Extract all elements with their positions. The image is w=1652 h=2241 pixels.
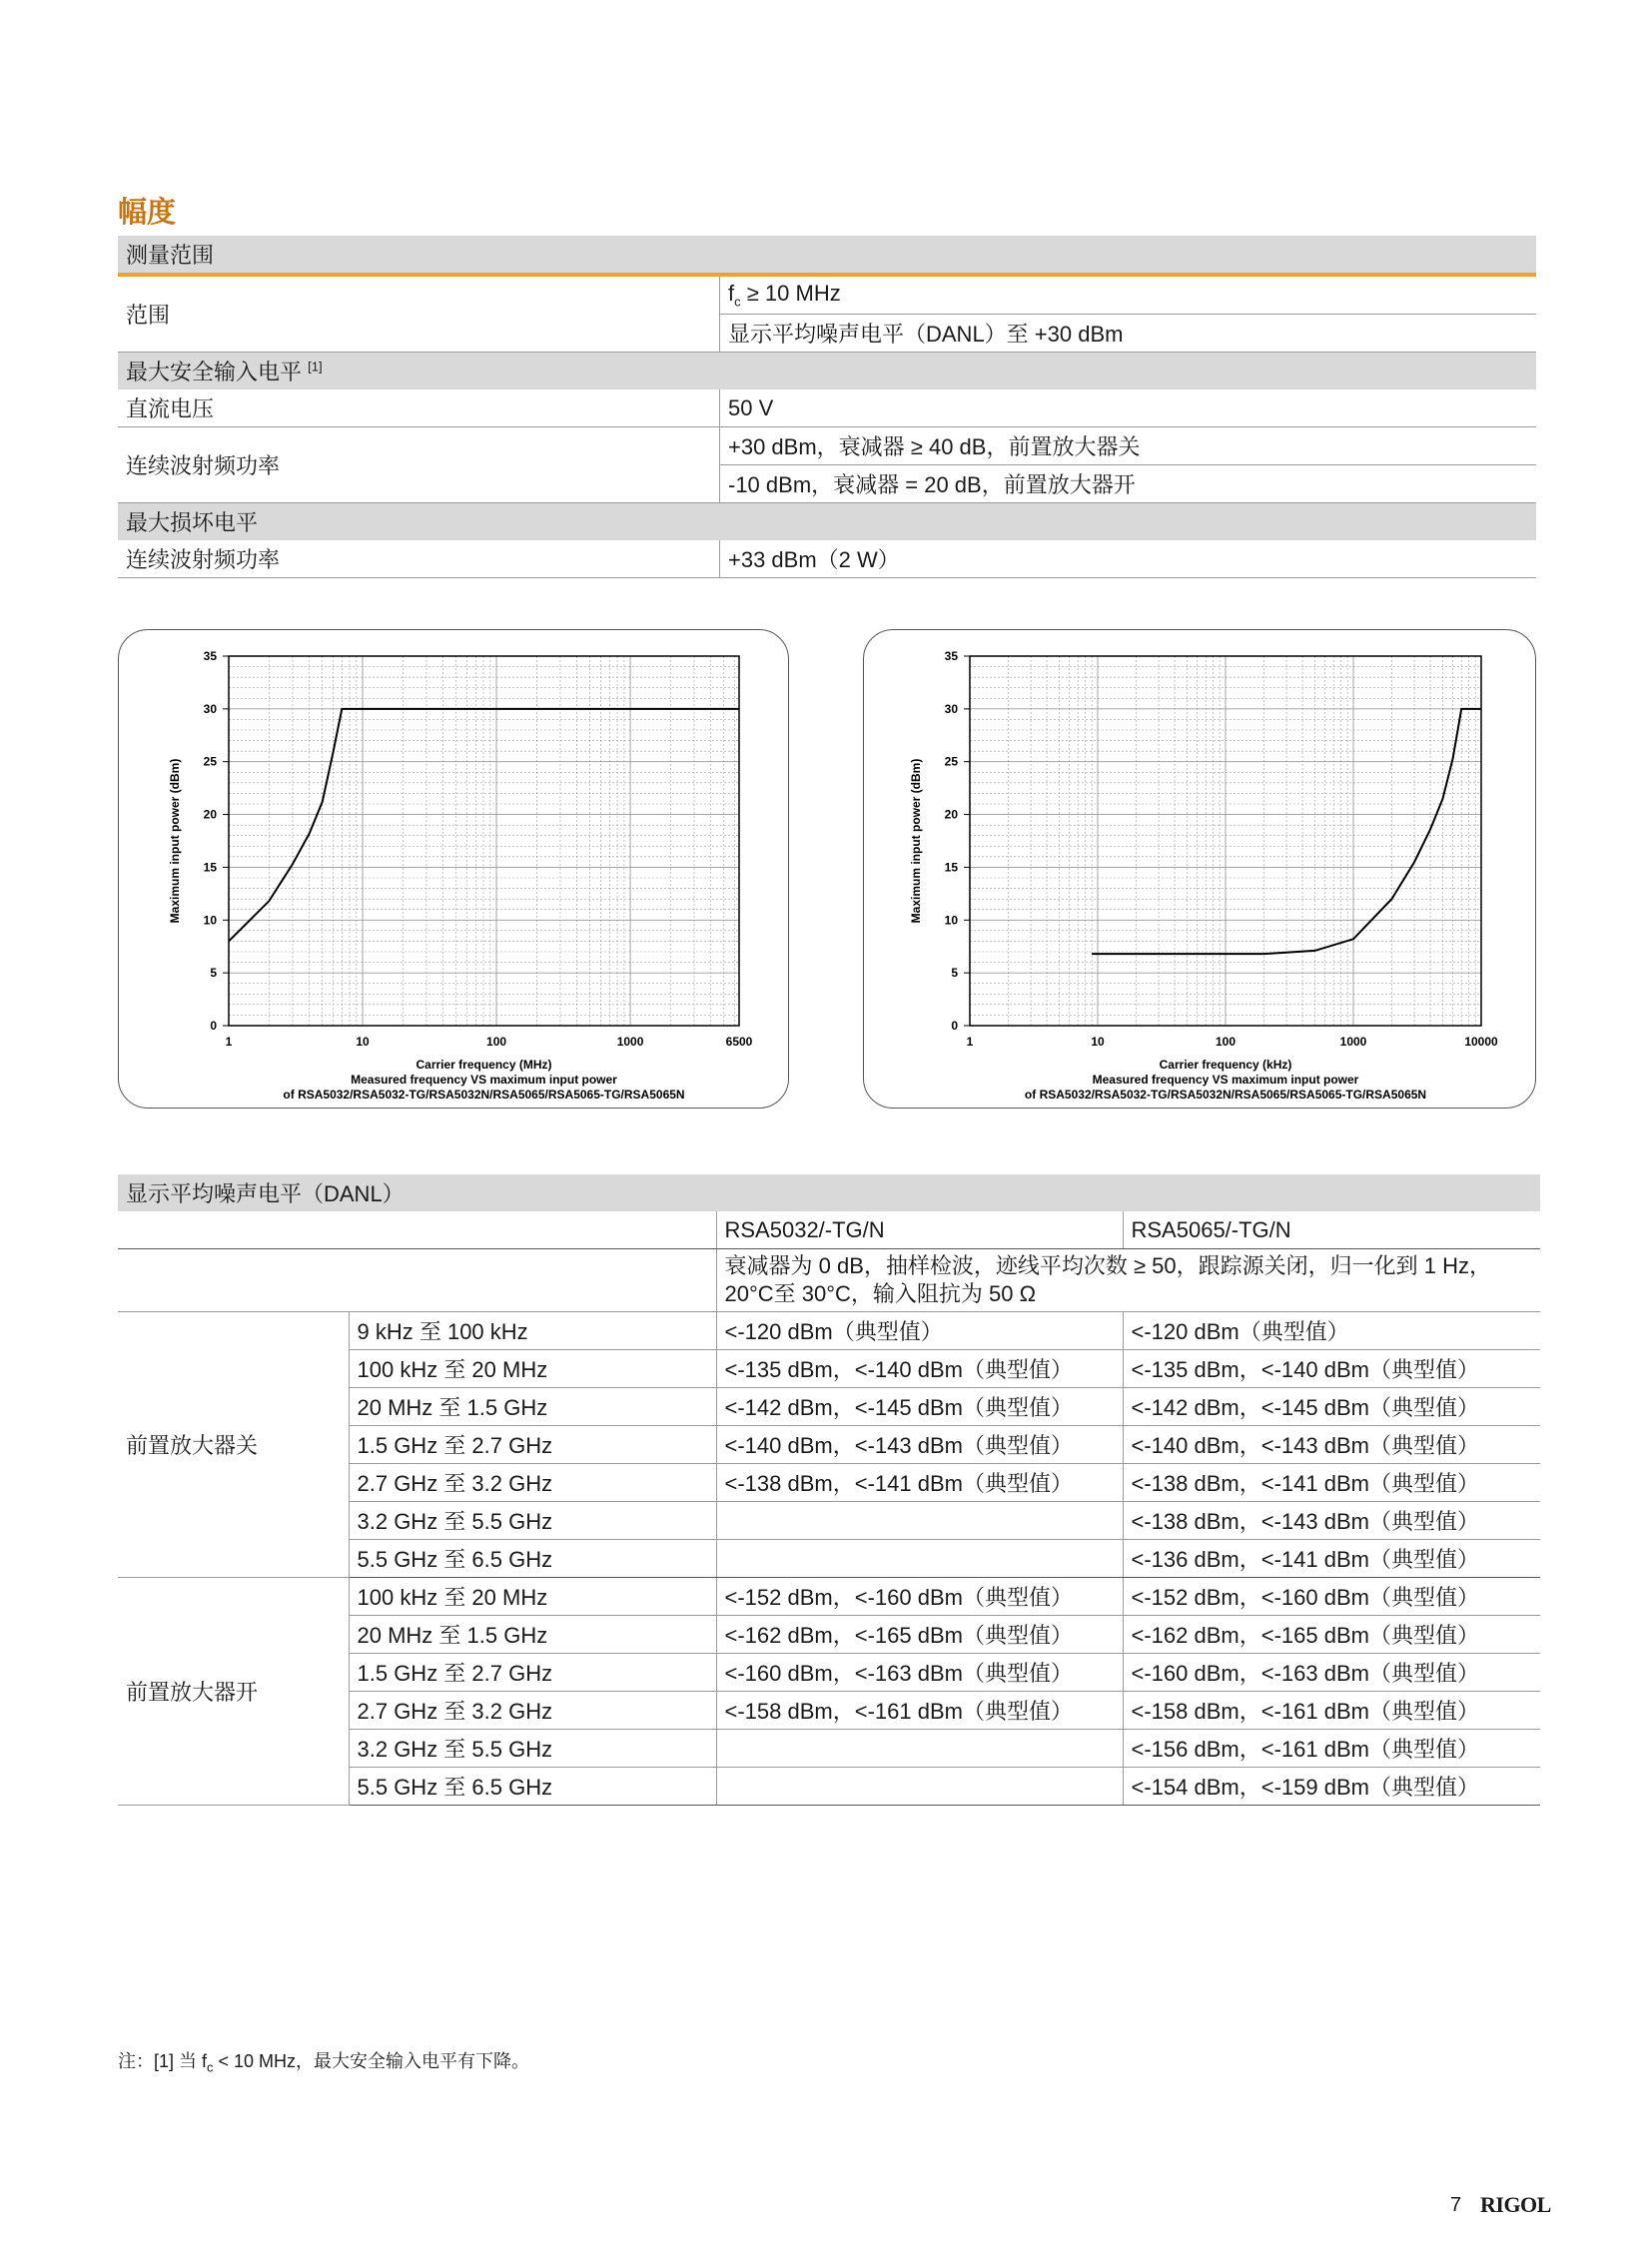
y-axis-label: Maximum input power (dBm) (168, 758, 182, 924)
danl-table (118, 1174, 1540, 1806)
rsa5032-value-cell: <-142 dBm，<-145 dBm（典型值） (716, 1388, 1123, 1426)
footnote: 注：[1] 当 $f_c < 10$ MHz，最大安全输入电平有下降。 (118, 2051, 530, 2075)
damage-cw-value: +33 dBm（2 W） (720, 540, 1537, 578)
freq-range-cell: 5.5 GHz 至 6.5 GHz (349, 1540, 716, 1578)
col-model-2: RSA5065/-TG/N (1123, 1211, 1540, 1249)
preamp-off-label: 前置放大器关 (118, 1312, 349, 1578)
x-tick-label: 10000 (1464, 1035, 1498, 1049)
danl-header: 显示平均噪声电平（DANL） (118, 1174, 1540, 1211)
freq-range-cell: 3.2 GHz 至 5.5 GHz (349, 1730, 716, 1768)
x-tick-label: 100 (1215, 1035, 1237, 1049)
range-value-2: 显示平均噪声电平（DANL）至 +30 dBm (720, 315, 1537, 353)
x-tick-label: 10 (356, 1035, 370, 1049)
max-safe-header: 最大安全输入电平 [1] (118, 353, 720, 390)
rsa5065-value-cell: <-138 dBm，<-143 dBm（典型值） (1123, 1502, 1540, 1540)
y-tick-label: 10 (944, 913, 958, 928)
y-tick-label: 15 (203, 860, 217, 875)
cw-rf-value-1: +30 dBm，衰减器 ≥ 40 dB，前置放大器关 (720, 427, 1537, 465)
rsa5065-value-cell: <-142 dBm，<-145 dBm（典型值） (1123, 1388, 1540, 1426)
rsa5032-value-cell (716, 1540, 1123, 1578)
rsa5032-value-cell: <-158 dBm，<-161 dBm（典型值） (716, 1692, 1123, 1730)
rsa5032-value-cell: <-135 dBm，<-140 dBm（典型值） (716, 1350, 1123, 1388)
chart-khz-svg (864, 630, 1535, 1108)
y-tick-label: 15 (944, 860, 958, 875)
freq-range-cell: 2.7 GHz 至 3.2 GHz (349, 1692, 716, 1730)
max-damage-header: 最大损坏电平 (118, 503, 720, 541)
cw-rf-value-2: -10 dBm，衰减器 = 20 dB，前置放大器开 (720, 465, 1537, 503)
x-axis-label: Carrier frequency (MHz) (415, 1058, 552, 1072)
dc-voltage-value: 50 V (720, 389, 1537, 427)
chart-khz (863, 629, 1536, 1109)
rsa5065-value-cell: <-135 dBm，<-140 dBm（典型值） (1123, 1350, 1540, 1388)
y-tick-label: 30 (944, 701, 958, 716)
y-tick-label: 35 (944, 649, 958, 663)
x-tick-label: 10 (1091, 1035, 1105, 1049)
freq-range-cell: 9 kHz 至 100 kHz (349, 1312, 716, 1350)
rsa5065-value-cell: <-120 dBm（典型值） (1123, 1312, 1540, 1350)
rsa5032-value-cell: <-140 dBm，<-143 dBm（典型值） (716, 1426, 1123, 1464)
rsa5065-value-cell: <-160 dBm，<-163 dBm（典型值） (1123, 1654, 1540, 1692)
freq-range-cell: 20 MHz 至 1.5 GHz (349, 1388, 716, 1426)
rsa5032-value-cell: <-160 dBm，<-163 dBm（典型值） (716, 1654, 1123, 1692)
danl-conditions (716, 1249, 1540, 1312)
freq-range-cell: 100 kHz 至 20 MHz (349, 1350, 716, 1388)
condition-line-2: 20°C至 30°C，输入阻抗为 50 Ω (724, 1281, 1037, 1306)
rsa5065-value-cell: <-136 dBm，<-141 dBm（典型值） (1123, 1540, 1540, 1578)
rsa5032-value-cell (716, 1730, 1123, 1768)
y-tick-label: 20 (203, 807, 217, 822)
table-row (118, 1312, 1540, 1350)
rsa5032-value-cell: <-120 dBm（典型值） (716, 1312, 1123, 1350)
x-tick-label: 100 (486, 1035, 507, 1049)
measure-range-header: 测量范围 (118, 236, 720, 275)
rsa5032-value-cell: <-162 dBm，<-165 dBm（典型值） (716, 1616, 1123, 1654)
y-tick-label: 0 (210, 1019, 217, 1033)
freq-range-cell: 20 MHz 至 1.5 GHz (349, 1616, 716, 1654)
chart-mhz-svg (119, 630, 788, 1108)
chart-subtitle: of RSA5032/RSA5032-TG/RSA5032N/RSA5065/RSA5065-TG/RSA5065N (283, 1088, 685, 1102)
freq-range-cell: 3.2 GHz 至 5.5 GHz (349, 1502, 716, 1540)
rsa5032-value-cell (716, 1502, 1123, 1540)
y-tick-label: 20 (944, 807, 958, 822)
chart-title: Measured frequency VS maximum input power (351, 1073, 617, 1087)
brand-logo: RIGOL (1480, 2192, 1551, 2217)
y-tick-label: 10 (203, 913, 217, 928)
x-axis-label: Carrier frequency (kHz) (1159, 1058, 1292, 1072)
y-tick-label: 30 (203, 701, 217, 716)
rsa5065-value-cell: <-140 dBm，<-143 dBm（典型值） (1123, 1426, 1540, 1464)
x-tick-label: 1000 (616, 1035, 644, 1049)
cw-rf-label: 连续波射频功率 (118, 427, 720, 503)
chart-subtitle: of RSA5032/RSA5032-TG/RSA5032N/RSA5065/RSA5065-TG/RSA5065N (1024, 1088, 1427, 1102)
freq-range-cell: 2.7 GHz 至 3.2 GHz (349, 1464, 716, 1502)
x-tick-label: 1 (225, 1035, 233, 1049)
damage-cw-label: 连续波射频功率 (118, 540, 720, 578)
chart-mhz (118, 629, 789, 1109)
rsa5065-value-cell: <-158 dBm，<-161 dBm（典型值） (1123, 1692, 1540, 1730)
amplitude-spec-table (118, 236, 1536, 578)
range-value-1: $f_c \ge 10$ MHz (720, 275, 1537, 315)
rsa5065-value-cell: <-152 dBm，<-160 dBm（典型值） (1123, 1578, 1540, 1616)
y-tick-label: 25 (203, 754, 217, 769)
rsa5032-value-cell: <-152 dBm，<-160 dBm（典型值） (716, 1578, 1123, 1616)
freq-range-cell: 1.5 GHz 至 2.7 GHz (349, 1426, 716, 1464)
y-tick-label: 5 (951, 966, 958, 981)
y-tick-label: 25 (944, 754, 958, 769)
preamp-on-label: 前置放大器开 (118, 1578, 349, 1806)
y-tick-label: 35 (203, 649, 217, 663)
rsa5032-value-cell: <-138 dBm，<-141 dBm（典型值） (716, 1464, 1123, 1502)
y-tick-label: 5 (210, 966, 217, 981)
chart-title: Measured frequency VS maximum input power (1092, 1073, 1359, 1087)
range-label: 范围 (118, 275, 720, 353)
freq-range-cell: 5.5 GHz 至 6.5 GHz (349, 1768, 716, 1806)
rsa5065-value-cell: <-156 dBm，<-161 dBm（典型值） (1123, 1730, 1540, 1768)
table-row (118, 1578, 1540, 1616)
y-axis-label: Maximum input power (dBm) (909, 758, 923, 924)
y-tick-label: 0 (951, 1019, 958, 1033)
rsa5065-value-cell: <-162 dBm，<-165 dBm（典型值） (1123, 1616, 1540, 1654)
page-number: 7 (1450, 2194, 1462, 2216)
x-tick-label: 1 (966, 1035, 974, 1049)
dc-voltage-label: 直流电压 (118, 389, 720, 427)
rsa5032-value-cell (716, 1768, 1123, 1806)
rsa5065-value-cell: <-154 dBm，<-159 dBm（典型值） (1123, 1768, 1540, 1806)
freq-range-cell: 100 kHz 至 20 MHz (349, 1578, 716, 1616)
x-tick-label: 1000 (1339, 1035, 1367, 1049)
freq-range-cell: 1.5 GHz 至 2.7 GHz (349, 1654, 716, 1692)
footnote-ref: [1] (308, 359, 323, 374)
section-title: 幅度 (118, 197, 177, 229)
x-tick-label: 6500 (725, 1035, 753, 1049)
rsa5065-value-cell: <-138 dBm，<-141 dBm（典型值） (1123, 1464, 1540, 1502)
condition-line-1: 衰减器为 0 dB，抽样检波，迹线平均次数 ≥ 50，跟踪源关闭，归一化到 1 Hz， (724, 1253, 1491, 1278)
col-model-1: RSA5032/-TG/N (716, 1211, 1123, 1249)
